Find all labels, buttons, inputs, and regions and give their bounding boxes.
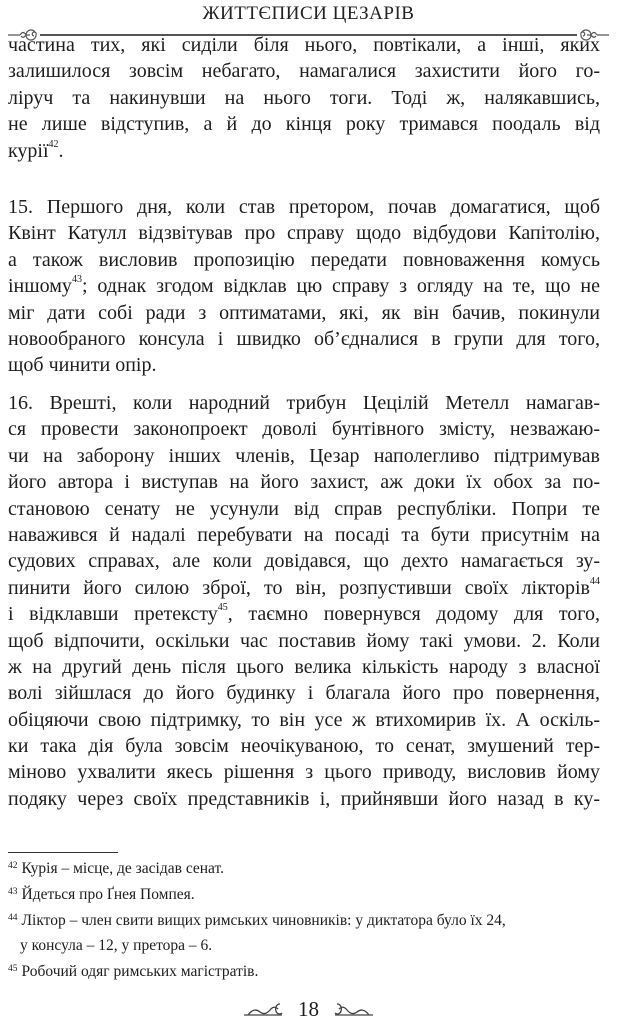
text-line: подяку через своїх представників і, прийнявши його назад в ку- (8, 787, 600, 810)
text-line: міново ухвалити якесь рішення з цього приводу, висловив йому (8, 761, 600, 784)
text-line (8, 273, 600, 299)
text-line: ліруч та накинувши на нього тоги. Тоді ж, налякавшись, (8, 86, 600, 109)
text-line: щоб чинити опір. (8, 354, 157, 377)
running-header: ЖИТТЄПИСИ ЦЕЗАРІВ (202, 3, 415, 24)
footnote-number: 44 (8, 912, 18, 923)
footnote-text: Ліктор – член свити вищих римських чиновників: у диктатора було їх 24, (21, 911, 506, 929)
footnote-text: Йдеться про Ґнея Помпея. (21, 885, 195, 903)
text: і відклавши претексту (8, 603, 218, 626)
text: . (58, 139, 64, 162)
footnote-ref[interactable]: 45 (217, 602, 228, 614)
footnote-45 (8, 959, 600, 985)
text: курії (8, 139, 49, 162)
text-line: його автора і виступав на його захист, аж доки їх обох за по- (8, 471, 600, 494)
text-line: щоб відпочити, оскільки час поставив йому такі умови. 2. Коли (8, 629, 600, 652)
text: ; однак згодом відклав цю справу з огляду на те, що не (81, 275, 600, 298)
right-swirl-ornament-icon (331, 1000, 375, 1018)
text-line (8, 138, 600, 164)
footnote-44-continuation: у консула – 12, у претора – 6. (20, 937, 213, 955)
paragraph-15 (8, 194, 600, 379)
footnote-42 (8, 856, 600, 882)
footnote-number: 45 (8, 964, 18, 975)
footnotes (8, 856, 600, 985)
left-swirl-ornament-icon (242, 1000, 286, 1018)
footnote-43 (8, 882, 600, 908)
paragraph-continuation (8, 32, 600, 164)
text-line: а також висловив пропозицію передати повноваження комусь (8, 248, 600, 271)
paragraph-16 (8, 390, 600, 812)
text-line: не лише відступив, а й до кінця року тримався поодаль від (8, 113, 600, 136)
text-line (8, 601, 600, 627)
text-line: судових справах, але коли довідався, що дехто намагається зу- (8, 550, 600, 573)
text: пинити його силою зброї, то він, розпустивши своїх лікторів (8, 576, 590, 599)
text-line: залишилося зовсім небагато, намагалися захистити його го- (8, 60, 600, 83)
text-line: новообраного консула і швидко об’єдналися в групи для того, (8, 327, 600, 350)
page-number: 18 (298, 997, 319, 1021)
text-line: наважився й надалі перебувати на посаді та бути присутнім на (8, 523, 600, 546)
text: , таємно повернувся додому для того, (227, 603, 601, 626)
text-line: Квінт Катулл відзвітував про справу щодо відбудови Капітолію, (8, 222, 600, 245)
text-line: міг дати собі ради з оптиматами, які, як він бачив, покинули (8, 301, 600, 324)
text: іншому (8, 275, 72, 298)
footnote-ref[interactable]: 44 (590, 575, 600, 587)
page-footer (0, 996, 617, 1022)
footnote-text: Робочий одяг римських магістратів. (21, 963, 259, 981)
text-line: ки така дія була зовсім неочікуваною, то сенат, змушений тер- (8, 735, 600, 758)
text-line: ся провести законопроект доволі бунтівного змісту, незважаю- (8, 418, 600, 441)
footnote-ref[interactable]: 43 (71, 274, 82, 286)
text-line: 15. Першого дня, коли став претором, почав домагатися, щоб (8, 196, 600, 218)
footnote-separator (8, 852, 118, 853)
footnote-text: Курія – місце, де засідав сенат. (21, 860, 225, 877)
footnote-44 (8, 908, 600, 934)
text-line: частина тих, які сиділи біля нього, повтікали, а інші, яких (8, 34, 600, 56)
text-line: чи на заборону інших членів, Цезар наполегливо підтримував (8, 444, 600, 467)
text-line: 16. Врешті, коли народний трибун Цецілій Метелл намагав- (8, 392, 600, 414)
text-line: становою сенату не усунули від справ республіки. Попри те (8, 497, 600, 520)
text-line: обіцяючи свою підтримку, то він усе ж втихомирив їх. А оскіль- (8, 708, 600, 731)
footnote-ref[interactable]: 42 (48, 138, 59, 150)
text-line (8, 575, 600, 601)
text-line: ж на другий день після цього велика кількість народу з власної (8, 655, 600, 678)
footnote-number: 42 (8, 861, 18, 871)
text-line: волі зійшлася до його будинку і благала його про повернення, (8, 682, 600, 705)
footnote-number: 43 (8, 886, 18, 897)
